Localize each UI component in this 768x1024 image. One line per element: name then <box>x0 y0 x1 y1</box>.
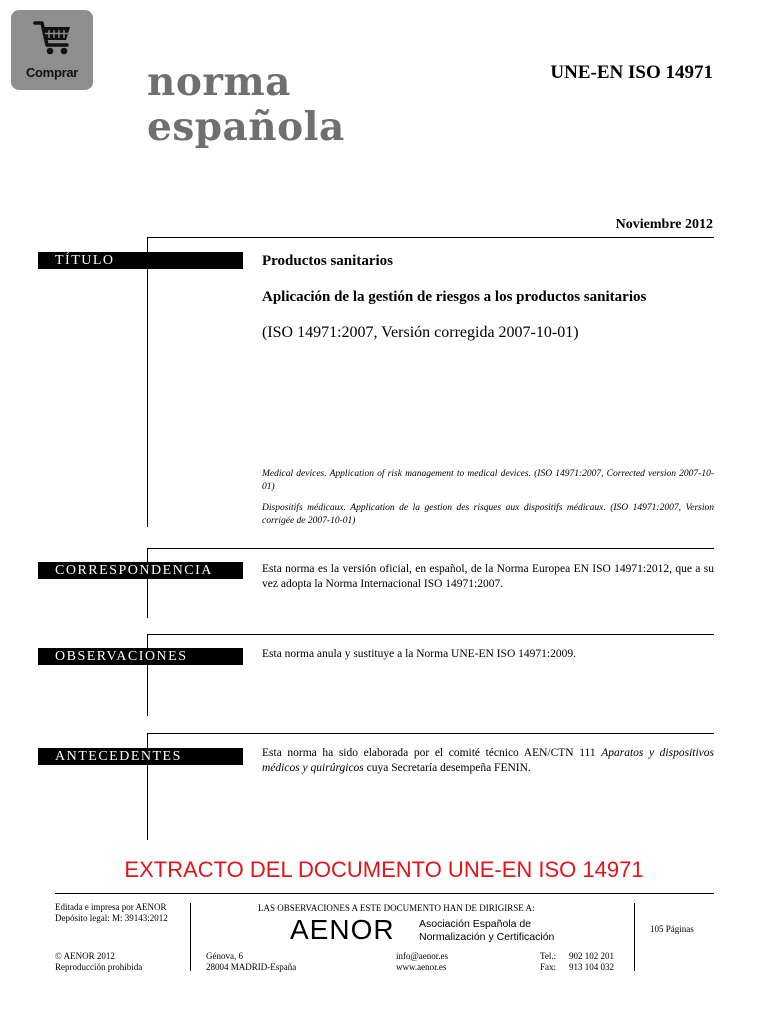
footer-copyright <box>55 951 142 973</box>
fax-label: Fax: <box>540 962 557 972</box>
footer-vline-left <box>190 903 191 971</box>
copyright: © AENOR 2012 <box>55 951 115 961</box>
titulo-label: TÍTULO <box>38 252 243 269</box>
brand-title <box>147 60 345 150</box>
footer-vline-right <box>634 903 635 971</box>
document-code: UNE-EN ISO 14971 <box>550 62 713 83</box>
publication-date: Noviembre 2012 <box>615 217 713 232</box>
tel-number: 902 102 201 <box>569 951 614 961</box>
legal-deposit: Depósito legal: M: 39143:2012 <box>55 913 168 923</box>
extract-banner: EXTRACTO DEL DOCUMENTO UNE-EN ISO 14971 <box>124 857 644 882</box>
email-link[interactable]: info@aenor.es <box>396 951 449 961</box>
committee-name: Aparatos y dispositivos médicos y quirúrgicos <box>262 747 714 774</box>
footer-address <box>206 951 296 973</box>
observaciones-text: Esta norma anula y sustituye a la Norma UNE-EN ISO 14971:2009. <box>262 648 576 660</box>
shopping-cart-icon <box>33 18 73 58</box>
correspondencia-text: Esta norma es la versión oficial, en español, de la Norma Europea EN ISO 14971:2012, que a su vez adopta la Norma Internacional ISO 14971:2007. <box>262 563 714 590</box>
footer-publisher <box>55 902 168 924</box>
document-title: Productos sanitarios <box>262 253 393 269</box>
correspondencia-label: CORRESPONDENCIA <box>38 562 243 579</box>
fax-number: 913 104 032 <box>569 962 614 972</box>
antecedentes-text-start: Esta norma ha sido elaborada por el comité técnico AEN/CTN 111 <box>262 747 602 759</box>
document-subtitle: Aplicación de la gestión de riesgos a los productos sanitarios <box>262 289 647 305</box>
organization-name-line-2: Normalización y Certificación <box>419 931 555 943</box>
titulo-divider <box>147 237 714 238</box>
footer-phone-labels <box>540 951 556 973</box>
page-count: 105 Páginas <box>650 924 694 934</box>
french-title: Dispositifs médicaux. Application de la gestion des risques aux dispositifs médicaux. (ISO 14971:2007, Version corrigée de 2007-10-01) <box>262 503 714 526</box>
brand-line-2: española <box>147 104 345 150</box>
tel-label: Tel.: <box>540 951 557 961</box>
observaciones-vline <box>147 634 148 716</box>
aenor-logo: AENOR <box>290 914 395 945</box>
buy-button[interactable] <box>11 10 93 90</box>
iso-reference: (ISO 14971:2007, Versión corregida 2007-10-01) <box>262 324 579 341</box>
observaciones-label: OBSERVACIONES <box>38 648 243 665</box>
antecedentes-text <box>262 746 714 776</box>
buy-button-label: Comprar <box>25 65 79 80</box>
antecedentes-label: ANTECEDENTES <box>38 748 243 765</box>
reproduction-notice: Reproducción prohibida <box>55 962 143 972</box>
antecedentes-divider <box>147 733 714 734</box>
address-street: Génova, 6 <box>206 951 243 961</box>
observations-heading: LAS OBSERVACIONES A ESTE DOCUMENTO HAN DE DIRIGIRSE A: <box>258 903 535 913</box>
organization-name <box>419 918 554 944</box>
organization-name-line-1: Asociación Española de <box>419 918 532 930</box>
observaciones-divider <box>147 634 714 635</box>
english-title: Medical devices. Application of risk management to medical devices. (ISO 14971:2007, Corrected version 2007-10-01) <box>262 469 714 492</box>
footer-contact <box>396 951 448 973</box>
footer-top-rule <box>55 893 714 894</box>
footer-phone-values <box>569 951 614 973</box>
antecedentes-text-end: cuya Secretaría desempeña FENIN. <box>363 762 531 774</box>
titulo-vline <box>147 237 148 527</box>
correspondencia-divider <box>147 548 714 549</box>
edited-by: Editada e impresa por AENOR <box>55 902 167 912</box>
brand-line-1: norma <box>147 59 291 105</box>
address-city: 28004 MADRID-España <box>206 962 297 972</box>
correspondencia-vline <box>147 548 148 618</box>
web-link[interactable]: www.aenor.es <box>396 962 447 972</box>
